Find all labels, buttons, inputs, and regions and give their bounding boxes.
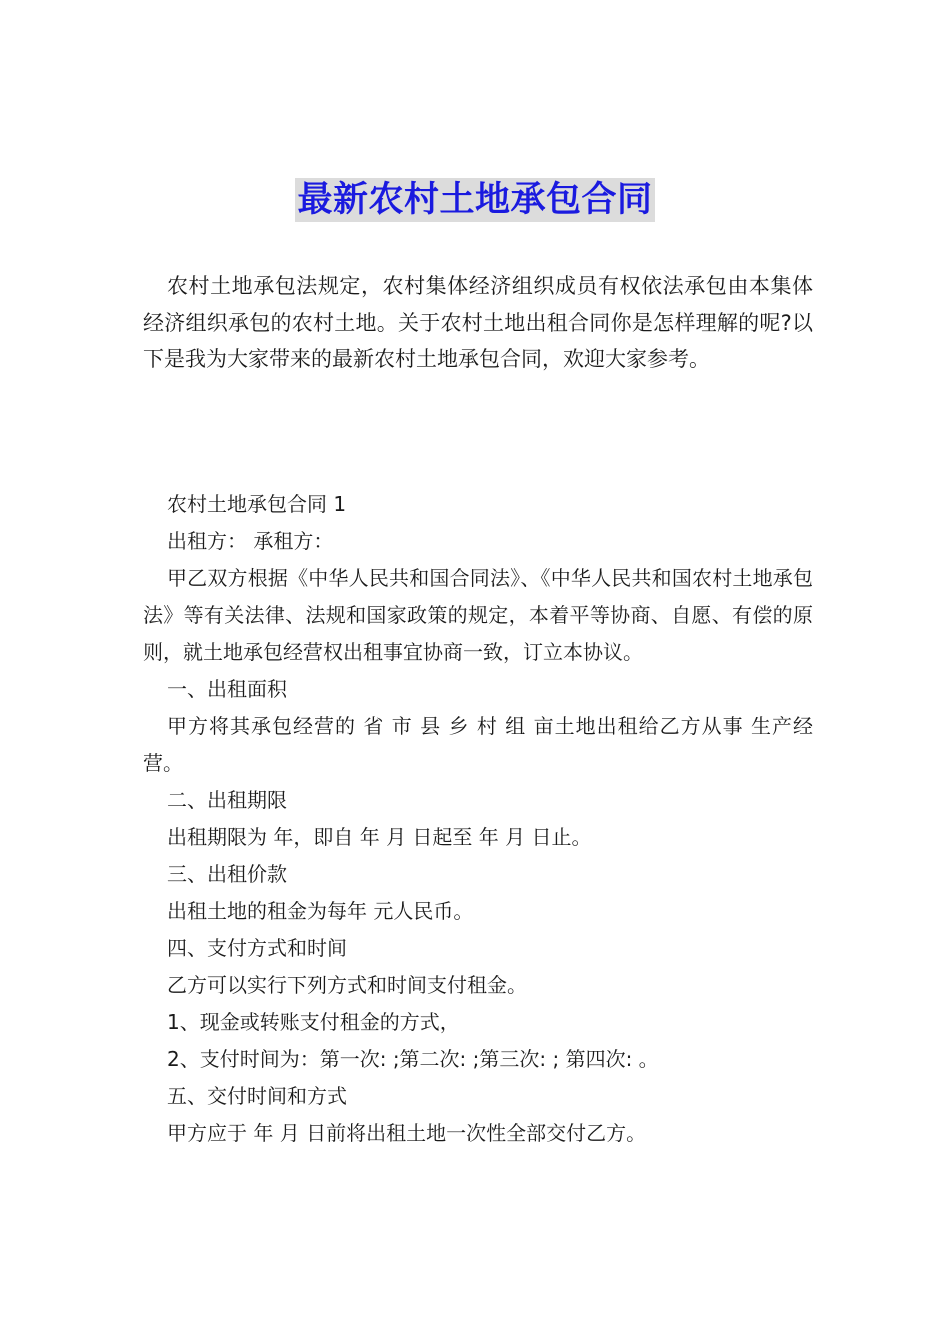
preamble-paragraph: 甲乙双方根据《中华人民共和国合同法》、《中华人民共和国农村土地承包法》等有关法律、法规和国家政策的规定，本着平等协商、自愿、有偿的原则，就土地承包经营权出租事宜协商一致，订立本协议。 xyxy=(143,566,813,664)
payment-paragraph: 乙方可以实行下列方式和时间支付租金。 xyxy=(167,973,527,997)
delivery-paragraph: 甲方应于 年 月 日前将出租土地一次性全部交付乙方。 xyxy=(167,1121,647,1145)
price-paragraph: 出租土地的租金为每年 元人民币。 xyxy=(167,899,474,923)
section-heading-delivery: 五、交付时间和方式 xyxy=(167,1084,347,1108)
contract-body xyxy=(143,486,813,1152)
contract-heading: 农村土地承包合同 1 xyxy=(167,492,347,516)
term-paragraph: 出租期限为 年，即自 年 月 日起至 年 月 日止。 xyxy=(167,825,592,849)
title-container xyxy=(0,178,950,222)
section-heading-term: 二、出租期限 xyxy=(167,788,287,812)
payment-item-1: 1、现金或转账支付租金的方式， xyxy=(167,1010,460,1034)
section-heading-payment: 四、支付方式和时间 xyxy=(167,936,347,960)
section-heading-price: 三、出租价款 xyxy=(167,862,287,886)
intro-paragraph: 农村土地承包法规定，农村集体经济组织成员有权依法承包由本集体经济组织承包的农村土地。关于农村土地出租合同你是怎样理解的呢?以下是我为大家带来的最新农村土地承包合同，欢迎大家参考。 xyxy=(143,274,813,371)
payment-item-2: 2、支付时间为：第一次: ;第二次: ;第三次: ; 第四次: 。 xyxy=(167,1047,659,1071)
document-title: 最新农村土地承包合同 xyxy=(297,180,653,220)
section-heading-area: 一、出租面积 xyxy=(167,677,287,701)
area-paragraph: 甲方将其承包经营的 省 市 县 乡 村 组 亩土地出租给乙方从事 生产经营。 xyxy=(143,714,813,775)
parties-line: 出租方： 承租方： xyxy=(167,529,334,553)
